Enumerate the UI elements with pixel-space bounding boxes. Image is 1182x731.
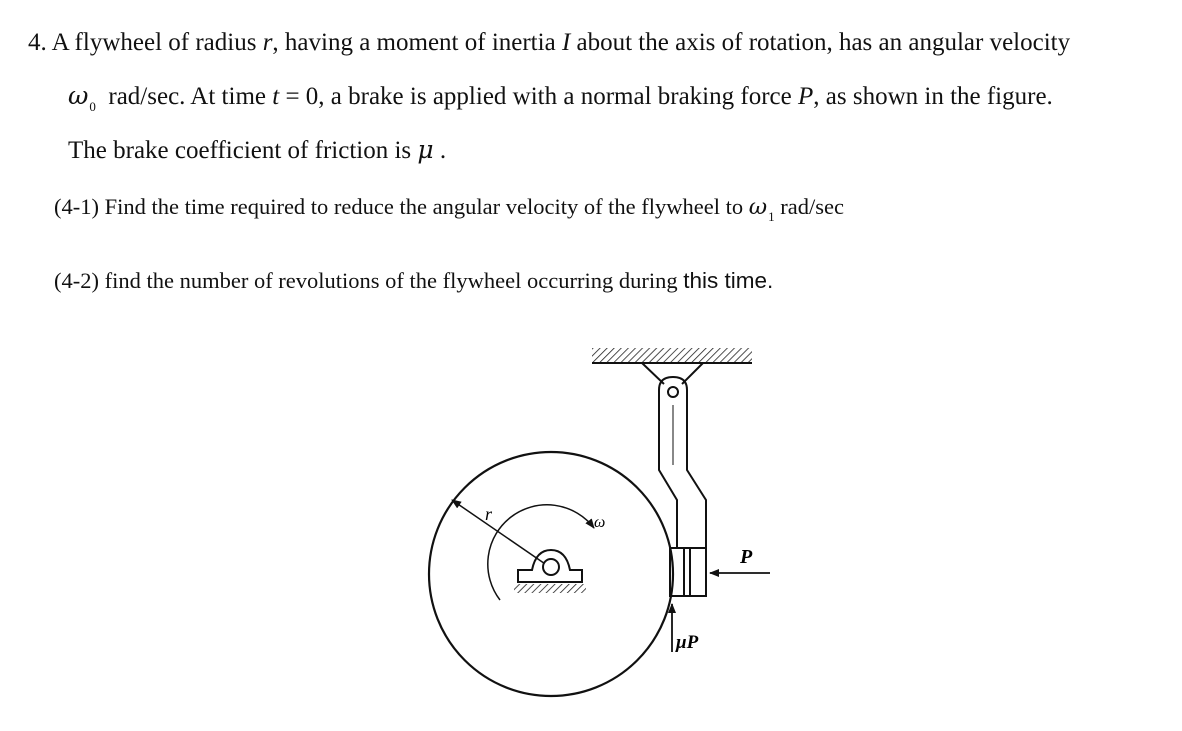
var-P: P: [797, 83, 814, 110]
part-4-1-text: (4-1) Find the time required to reduce the angular velocity of the flywheel to: [54, 194, 749, 219]
radius-label: r: [485, 504, 493, 524]
omega-0-symbol: ω: [68, 81, 89, 110]
friction-label: μP: [676, 632, 699, 653]
bearing-block: [514, 550, 586, 593]
brake-shoe: [670, 548, 706, 596]
ceiling-support: [592, 348, 752, 363]
line2-text-b: = 0, a brake is applied with a normal braking force: [279, 83, 798, 110]
var-I: I: [561, 29, 571, 56]
hanger-bracket: [642, 363, 703, 384]
part-4-2-text: (4-2) find the number of revolutions of the flywheel occurring during: [54, 268, 684, 293]
problem-number: 4.: [28, 29, 47, 56]
part-4-1-unit: rad/sec: [774, 194, 844, 219]
line2-text-a: rad/sec. At time: [102, 83, 273, 110]
omega-1-symbol: ω: [748, 194, 768, 220]
line1-text-c: about the axis of rotation, has an angular velocity: [570, 29, 1071, 56]
line3-text-a: The brake coefficient of friction is: [68, 137, 418, 164]
omega-label: ω: [594, 514, 606, 531]
brake-lever: [659, 377, 706, 596]
omega-0-subscript: 0: [89, 99, 96, 114]
line1-text-b: , having a moment of inertia: [272, 29, 562, 56]
line1-text-a: A flywheel of radius: [51, 29, 263, 56]
var-r: r: [262, 29, 273, 56]
omega-1-subscript: 1: [768, 209, 775, 224]
line3-text-b: .: [433, 137, 447, 164]
line2-text-c: , as shown in the figure.: [813, 83, 1053, 110]
var-t: t: [272, 83, 280, 110]
force-P-label: P: [740, 546, 753, 568]
part-4-2-text-end: this time.: [683, 268, 774, 293]
mu-symbol: μ: [417, 135, 434, 164]
